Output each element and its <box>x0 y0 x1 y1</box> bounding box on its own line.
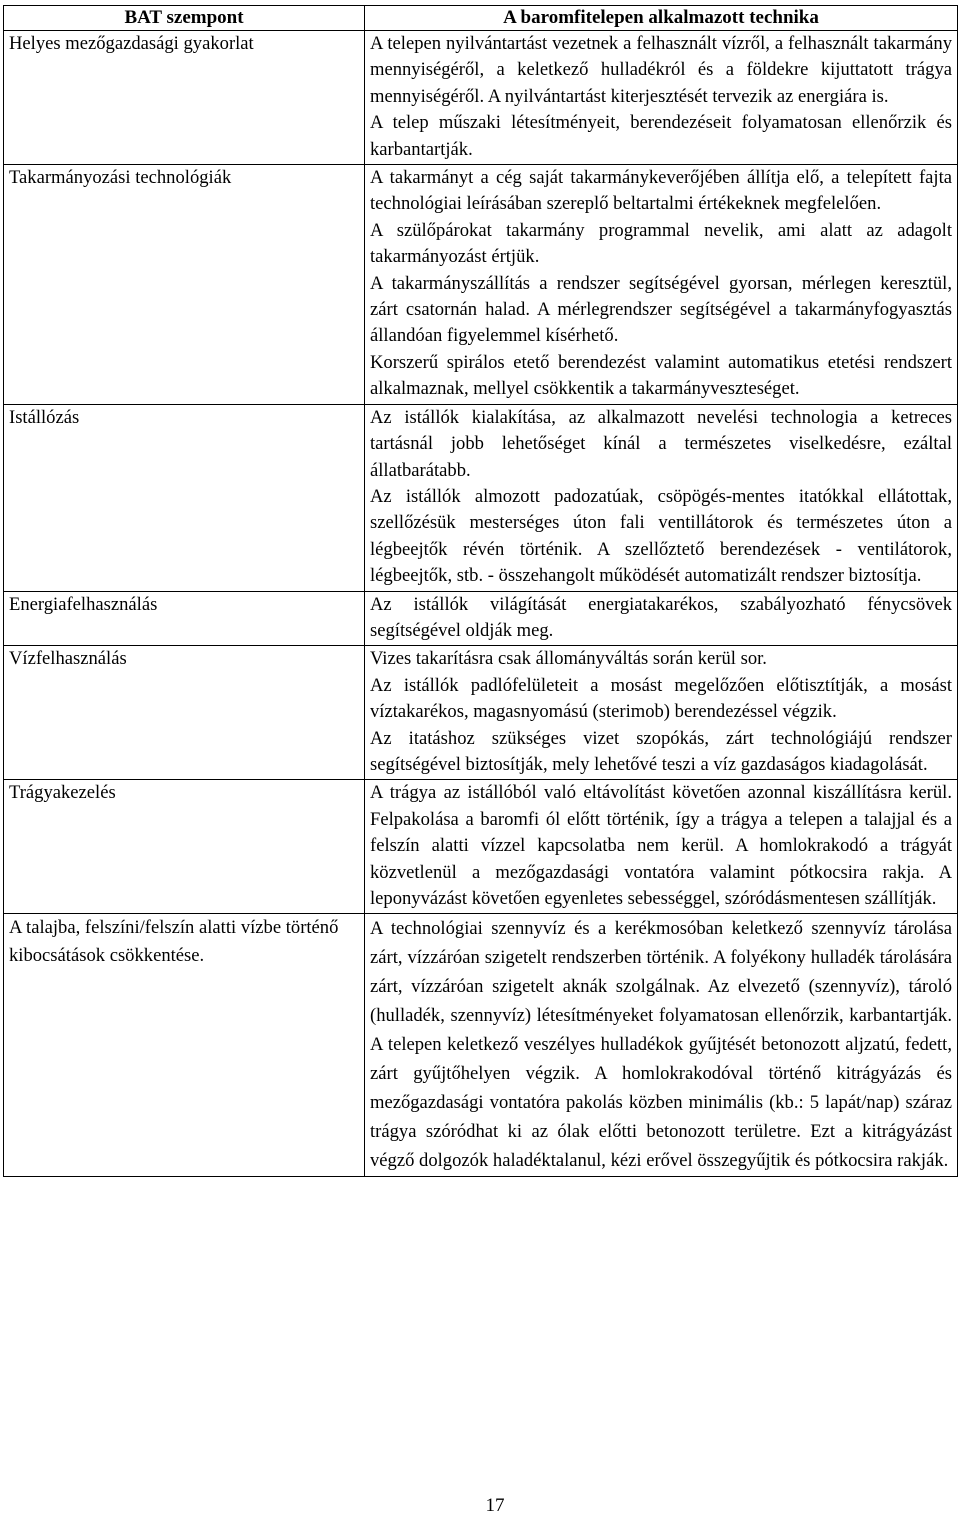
technique-paragraph: Az istállók kialakítása, az alkalmazott nevelési technologia a ketreces tartásnál jobb lehetőséget kínál a természetes viselkedésre, ezáltal állatbarátabb. <box>370 406 952 481</box>
technique-paragraph: A takarmányszállítás a rendszer segítségével gyorsan, mérlegen keresztül, zárt csatornán halad. A mérlegrendszer segítségével a takarmányfogyasztás állandóan figyelemmel kísérhető. <box>370 272 952 347</box>
table-row <box>4 31 958 165</box>
technique-paragraph: Korszerű spirálos etető berendezést valamint automatikus etetési rendszert alkalmaznak, mellyel csökkentik a takarmányveszteséget. <box>370 351 952 400</box>
technique-paragraph: A trágya az istállóból való eltávolítást követően azonnal kiszállításra kerül. Felpakolása a baromfi ól előtt történik, így a trágya a telepen a talajjal és a felszín alatti vízzel kapcsolatba nem kerül. A homlokrakodó a trágyát közvetlenül a mezőgazdasági vontatóra valamint pótkocsira rakja. A leponyvázást követően egyenletes sebességgel, szóródásmentesen szállítják. <box>370 782 952 909</box>
table-row <box>4 646 958 780</box>
table-row <box>4 165 958 405</box>
technique-cell <box>365 646 958 780</box>
table-row <box>4 404 958 591</box>
table-row <box>4 914 958 1177</box>
criterion-cell: Trágyakezelés <box>4 780 365 914</box>
technique-paragraph: A technológiai szennyvíz és a kerékmosóban keletkező szennyvíz tárolása zárt, vízzáróan szigetelt rendszerben történik. A folyékony hulladék tárolására zárt, vízzáróan szigetelt aknák szolgálnak. Az elvezető (szennyvíz), tároló (hulladék, szennyvíz) létesítményeket folyamatosan ellenőrzik, karbantartják. A telepen keletkező veszélyes hulladékok gyűjtését betonozott aljzatú, fedett, zárt gyűjtőhelyen végzik. A homlokrakodóval történő kitrágyázás és mezőgazdasági vontatóra pakolás közben minimális (kb.: 5 lapát/nap) száraz trágya szóródhat ki az ólak előtti betonozott területre. Ezt a kitrágyázást végző dolgozók haladéktalanul, kézi erővel összegyűjtik és pótkocsira rakják. <box>370 918 952 1172</box>
technique-cell <box>365 780 958 914</box>
technique-cell <box>365 165 958 405</box>
technique-paragraph: Az itatáshoz szükséges vizet szopókás, zárt technológiájú rendszer segítségével biztosítják, mely lehetővé teszi a víz gazdaságos kiadagolását. <box>370 727 952 775</box>
criterion-cell: Istállózás <box>4 404 365 591</box>
technique-paragraph: A szülőpárokat takarmány programmal nevelik, ami alatt az adagolt takarmányozást értjük. <box>370 219 952 268</box>
table-row <box>4 780 958 914</box>
technique-cell <box>365 404 958 591</box>
technique-paragraph: A telepen nyilvántartást vezetnek a felhasznált vízről, a felhasznált takarmány mennyiségéről, a keletkező hulladékról és a földekre kijuttatott trágya mennyiségéről. A nyilvántartást kiterjesztését tervezik az energiára is. <box>370 33 952 107</box>
criterion-cell: Energiafelhasználás <box>4 591 365 646</box>
page-number: 17 <box>485 1495 505 1516</box>
bat-table <box>3 5 958 1177</box>
technique-paragraph: Az istállók világítását energiatakarékos, szabályozható fénycsövek segítségével oldják meg. <box>370 593 952 641</box>
table-header-row <box>4 6 958 31</box>
criterion-cell: Vízfelhasználás <box>4 646 365 780</box>
technique-cell <box>365 31 958 165</box>
table-row <box>4 591 958 646</box>
criterion-cell: Takarmányozási technológiák <box>4 165 365 405</box>
header-bat-criterion: BAT szempont <box>4 6 365 31</box>
technique-paragraph: Az istállók almozott padozatúak, csöpögés-mentes itatókkal ellátottak, szellőzésük mesterséges úton fali ventillátorok és természetes úton a légbeejtők révén történik. A szellőztető berendezések - ventilátorok, légbeejtők, stb. - összehangolt működését automatizált rendszer biztosítja. <box>370 485 952 587</box>
technique-paragraph: A telep műszaki létesítményeit, berendezéseit folyamatosan ellenőrzik és karbantartják. <box>370 112 952 160</box>
technique-cell <box>365 591 958 646</box>
technique-paragraph: A takarmányt a cég saját takarmánykeverőjében állítja elő, a telepített fajta technológiai leírásában szereplő beltartalmi értékeknek megfelelően. <box>370 167 952 215</box>
header-technique: A baromfitelepen alkalmazott technika <box>365 6 958 31</box>
criterion-cell: A talajba, felszíni/felszín alatti vízbe történő kibocsátások csökkentése. <box>4 914 365 1177</box>
technique-paragraph: Az istállók padlófelületeit a mosást megelőzően előtisztítják, a mosást víztakarékos, magasnyomású (sterimob) berendezéssel végzik. <box>370 674 952 723</box>
criterion-cell: Helyes mezőgazdasági gyakorlat <box>4 31 365 165</box>
document-page <box>3 5 957 1177</box>
technique-cell <box>365 914 958 1177</box>
technique-paragraph: Vizes takarításra csak állományváltás során kerül sor. <box>370 648 767 670</box>
